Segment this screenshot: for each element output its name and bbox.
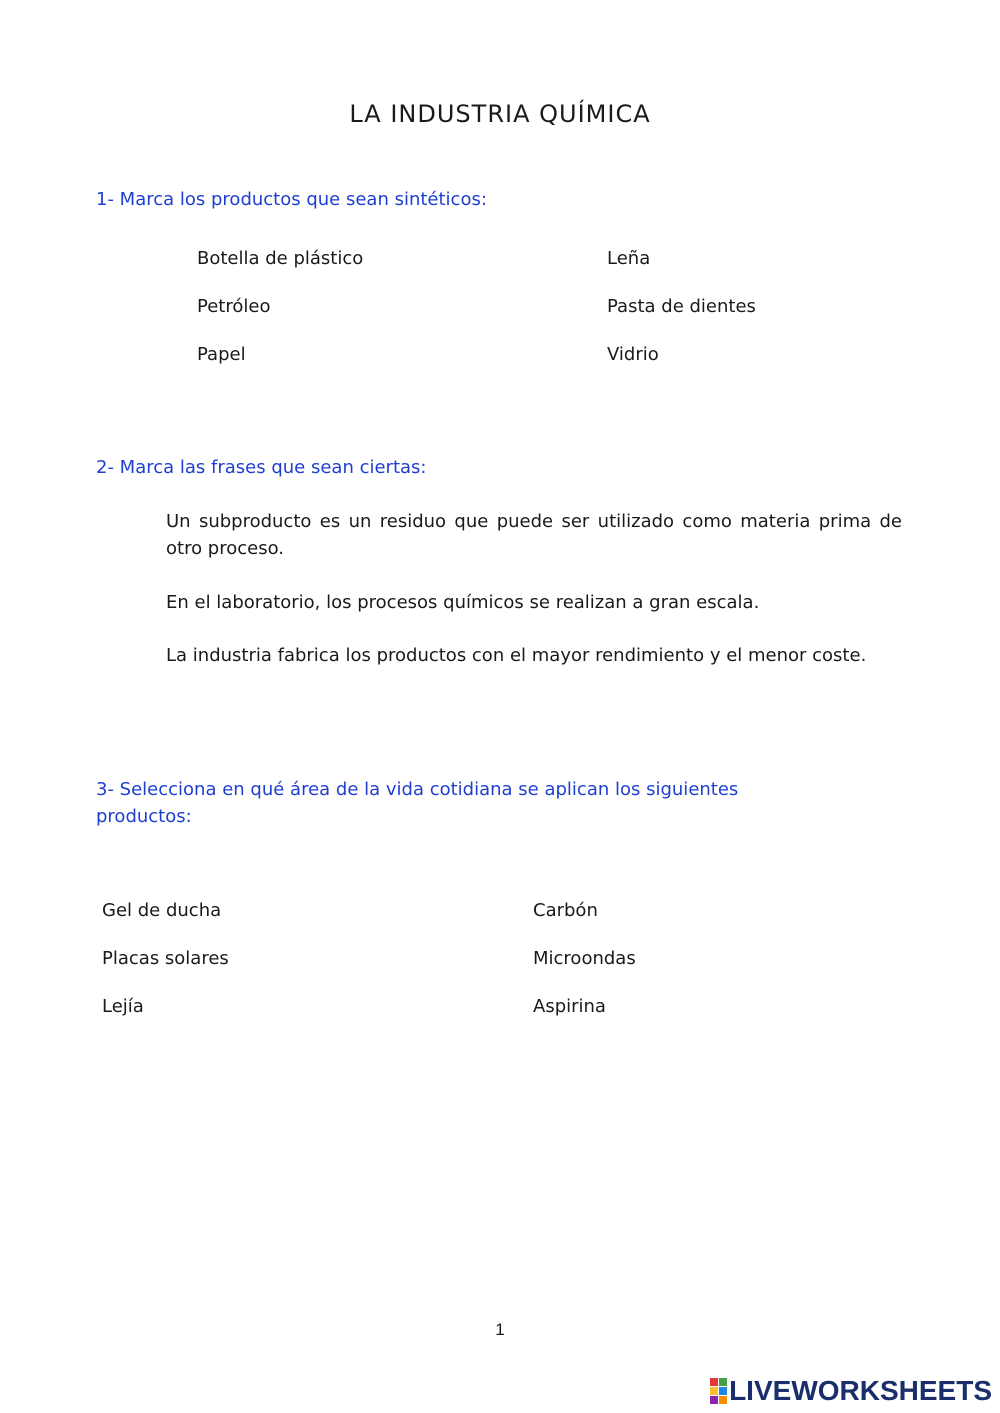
q2-sentence-laboratorio[interactable]: En el laboratorio, los procesos químicos se realizan a gran escala.: [166, 592, 760, 613]
q3-item-gel[interactable]: Gel de ducha: [102, 900, 222, 921]
q1-option-pasta[interactable]: Pasta de dientes: [607, 296, 756, 317]
q1-option-papel[interactable]: Papel: [197, 344, 246, 365]
q2-sentence-industria[interactable]: La industria fabrica los productos con el mayor rendimiento y el menor coste.: [166, 645, 867, 666]
q3-item-microondas[interactable]: Microondas: [533, 948, 636, 969]
page-number: 1: [495, 1320, 505, 1339]
liveworksheets-logo: [710, 1375, 992, 1407]
q3-item-aspirina[interactable]: Aspirina: [533, 996, 606, 1017]
logo-square-2: [719, 1378, 727, 1386]
q1-option-vidrio[interactable]: Vidrio: [607, 344, 659, 365]
logo-icon: [710, 1378, 727, 1404]
page-title: LA INDUSTRIA QUÍMICA: [349, 100, 651, 128]
logo-square-1: [710, 1378, 718, 1386]
logo-text: LIVEWORKSHEETS: [729, 1375, 992, 1406]
q2-sentence-subproducto[interactable]: Un subproducto es un residuo que puede ser utilizado como materia prima de otro proceso.: [166, 511, 902, 559]
q3-item-carbon[interactable]: Carbón: [533, 900, 598, 921]
q1-option-botella[interactable]: Botella de plástico: [197, 248, 364, 269]
q1-option-petroleo[interactable]: Petróleo: [197, 296, 271, 317]
question-3-heading: 3- Selecciona en qué área de la vida cotidiana se aplican los siguientes productos:: [96, 779, 739, 827]
logo-square-3: [710, 1387, 718, 1395]
question-1-heading: 1- Marca los productos que sean sintéticos:: [96, 189, 487, 210]
logo-square-4: [719, 1387, 727, 1395]
q3-item-lejia[interactable]: Lejía: [102, 996, 144, 1017]
logo-square-5: [710, 1396, 718, 1404]
question-2-heading: 2- Marca las frases que sean ciertas:: [96, 457, 427, 478]
logo-square-6: [719, 1396, 727, 1404]
q3-item-placas[interactable]: Placas solares: [102, 948, 229, 969]
q1-option-lena[interactable]: Leña: [607, 248, 651, 269]
